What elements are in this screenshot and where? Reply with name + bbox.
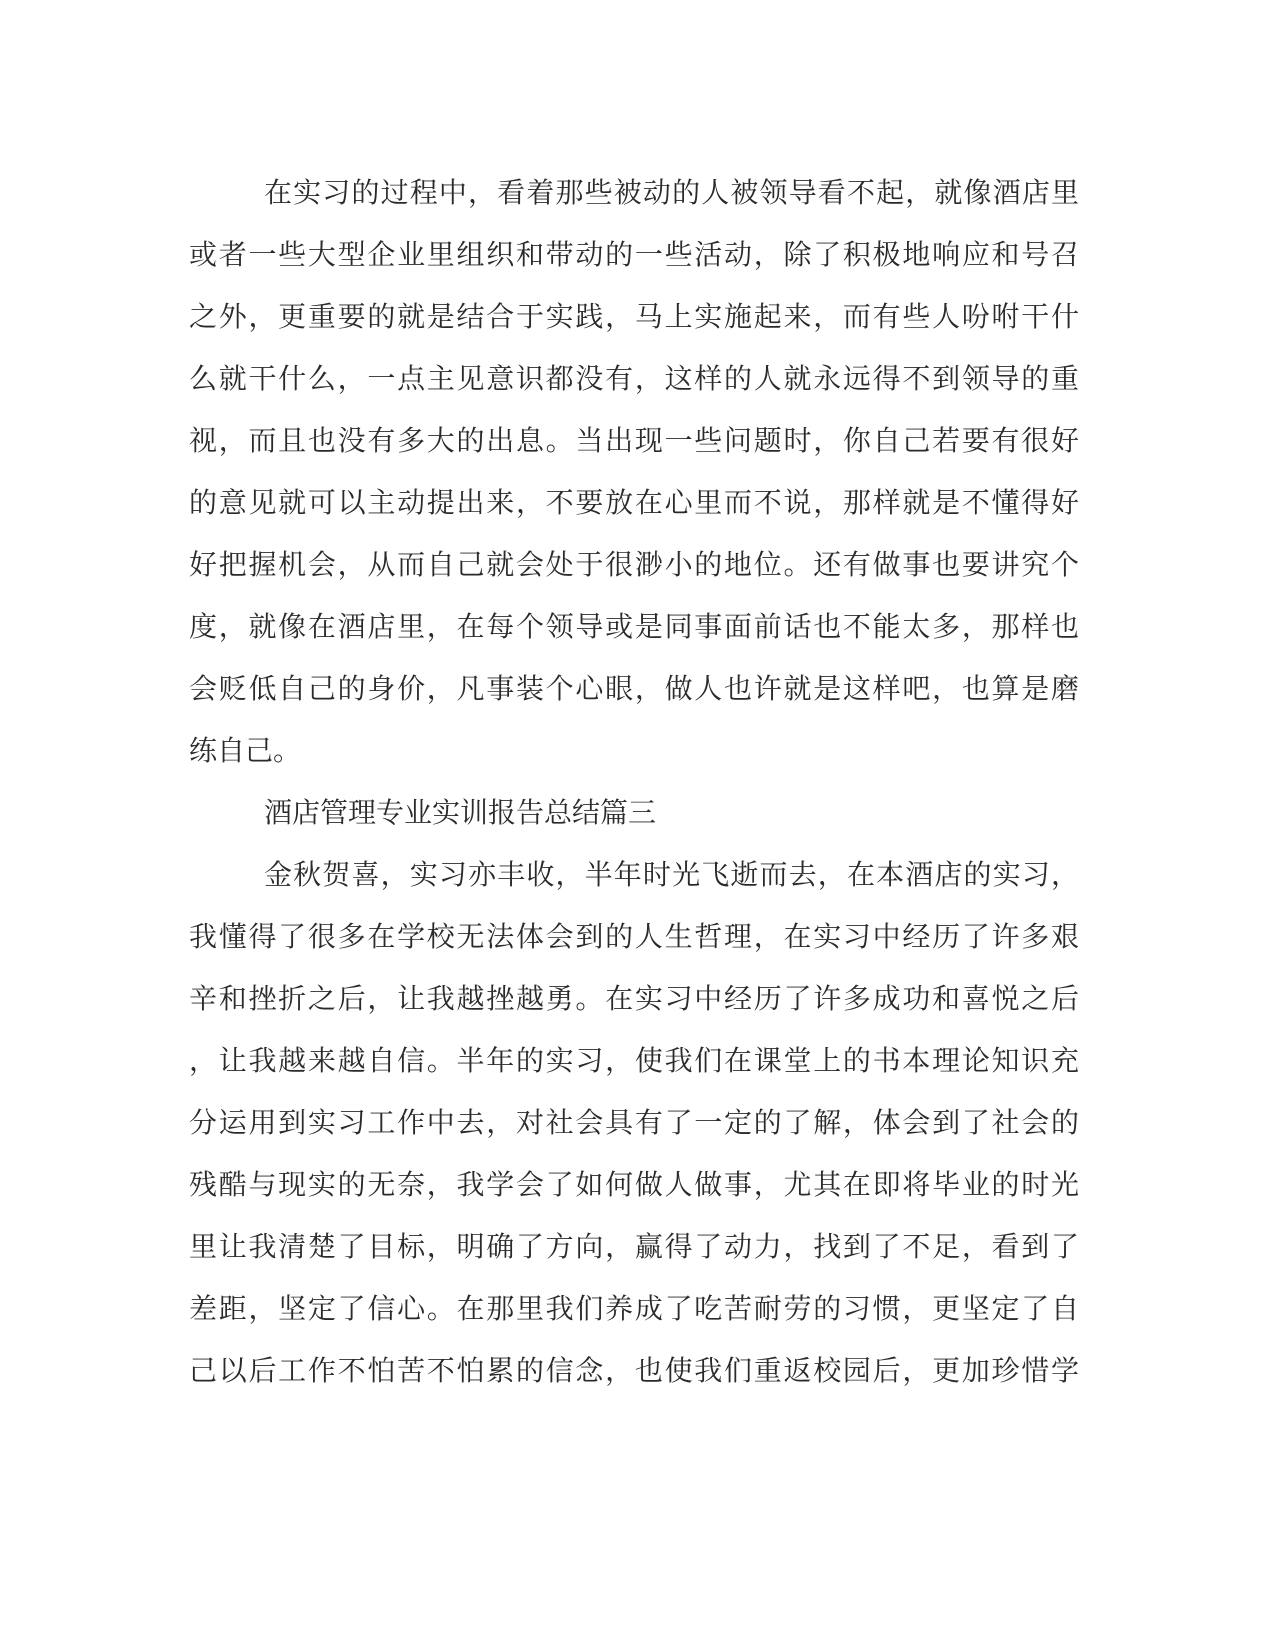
paragraph-line: 么就干什么，一点主见意识都没有，这样的人就永远得不到领导的重 <box>189 362 1079 395</box>
paragraph-line: 我懂得了很多在学校无法体会到的人生哲理，在实习中经历了许多艰 <box>189 920 1079 953</box>
paragraph-line: 残酷与现实的无奈，我学会了如何做人做事，尤其在即将毕业的时光 <box>189 1168 1079 1201</box>
paragraph-line: 在实习的过程中，看着那些被动的人被领导看不起，就像酒店里 <box>264 176 1079 209</box>
paragraph-line: 里让我清楚了目标，明确了方向，赢得了动力，找到了不足，看到了 <box>189 1230 1079 1263</box>
paragraph-line: 之外，更重要的就是结合于实践，马上实施起来，而有些人吩咐干什 <box>189 300 1079 333</box>
paragraph-line: 己以后工作不怕苦不怕累的信念，也使我们重返校园后，更加珍惜学 <box>189 1354 1079 1387</box>
paragraph-2 <box>189 844 1079 1402</box>
paragraph-line: 练自己。 <box>189 734 302 767</box>
paragraph-line: 度，就像在酒店里，在每个领导或是同事面前话也不能太多，那样也 <box>189 610 1079 643</box>
paragraph-line: 或者一些大型企业里组织和带动的一些活动，除了积极地响应和号召 <box>189 238 1079 271</box>
paragraph-line: 分运用到实习工作中去，对社会具有了一定的了解，体会到了社会的 <box>189 1106 1079 1139</box>
body-text <box>189 162 1079 1402</box>
paragraph-line: 辛和挫折之后，让我越挫越勇。在实习中经历了许多成功和喜悦之后 <box>189 982 1079 1015</box>
paragraph-1 <box>189 162 1079 782</box>
paragraph-line: ，让我越来越自信。半年的实习，使我们在课堂上的书本理论知识充 <box>189 1044 1079 1077</box>
paragraph-line: 差距，坚定了信心。在那里我们养成了吃苦耐劳的习惯，更坚定了自 <box>189 1292 1079 1325</box>
paragraph-line: 金秋贺喜，实习亦丰收，半年时光飞逝而去，在本酒店的实习， <box>264 858 1079 891</box>
paragraph-line: 好把握机会，从而自己就会处于很渺小的地位。还有做事也要讲究个 <box>189 548 1079 581</box>
paragraph-line: 视，而且也没有多大的出息。当出现一些问题时，你自己若要有很好 <box>189 424 1079 457</box>
section-title: 酒店管理专业实训报告总结篇三 <box>264 796 657 829</box>
paragraph-line: 会贬低自己的身价，凡事装个心眼，做人也许就是这样吧，也算是磨 <box>189 672 1079 705</box>
paragraph-line: 的意见就可以主动提出来，不要放在心里而不说，那样就是不懂得好 <box>189 486 1079 519</box>
